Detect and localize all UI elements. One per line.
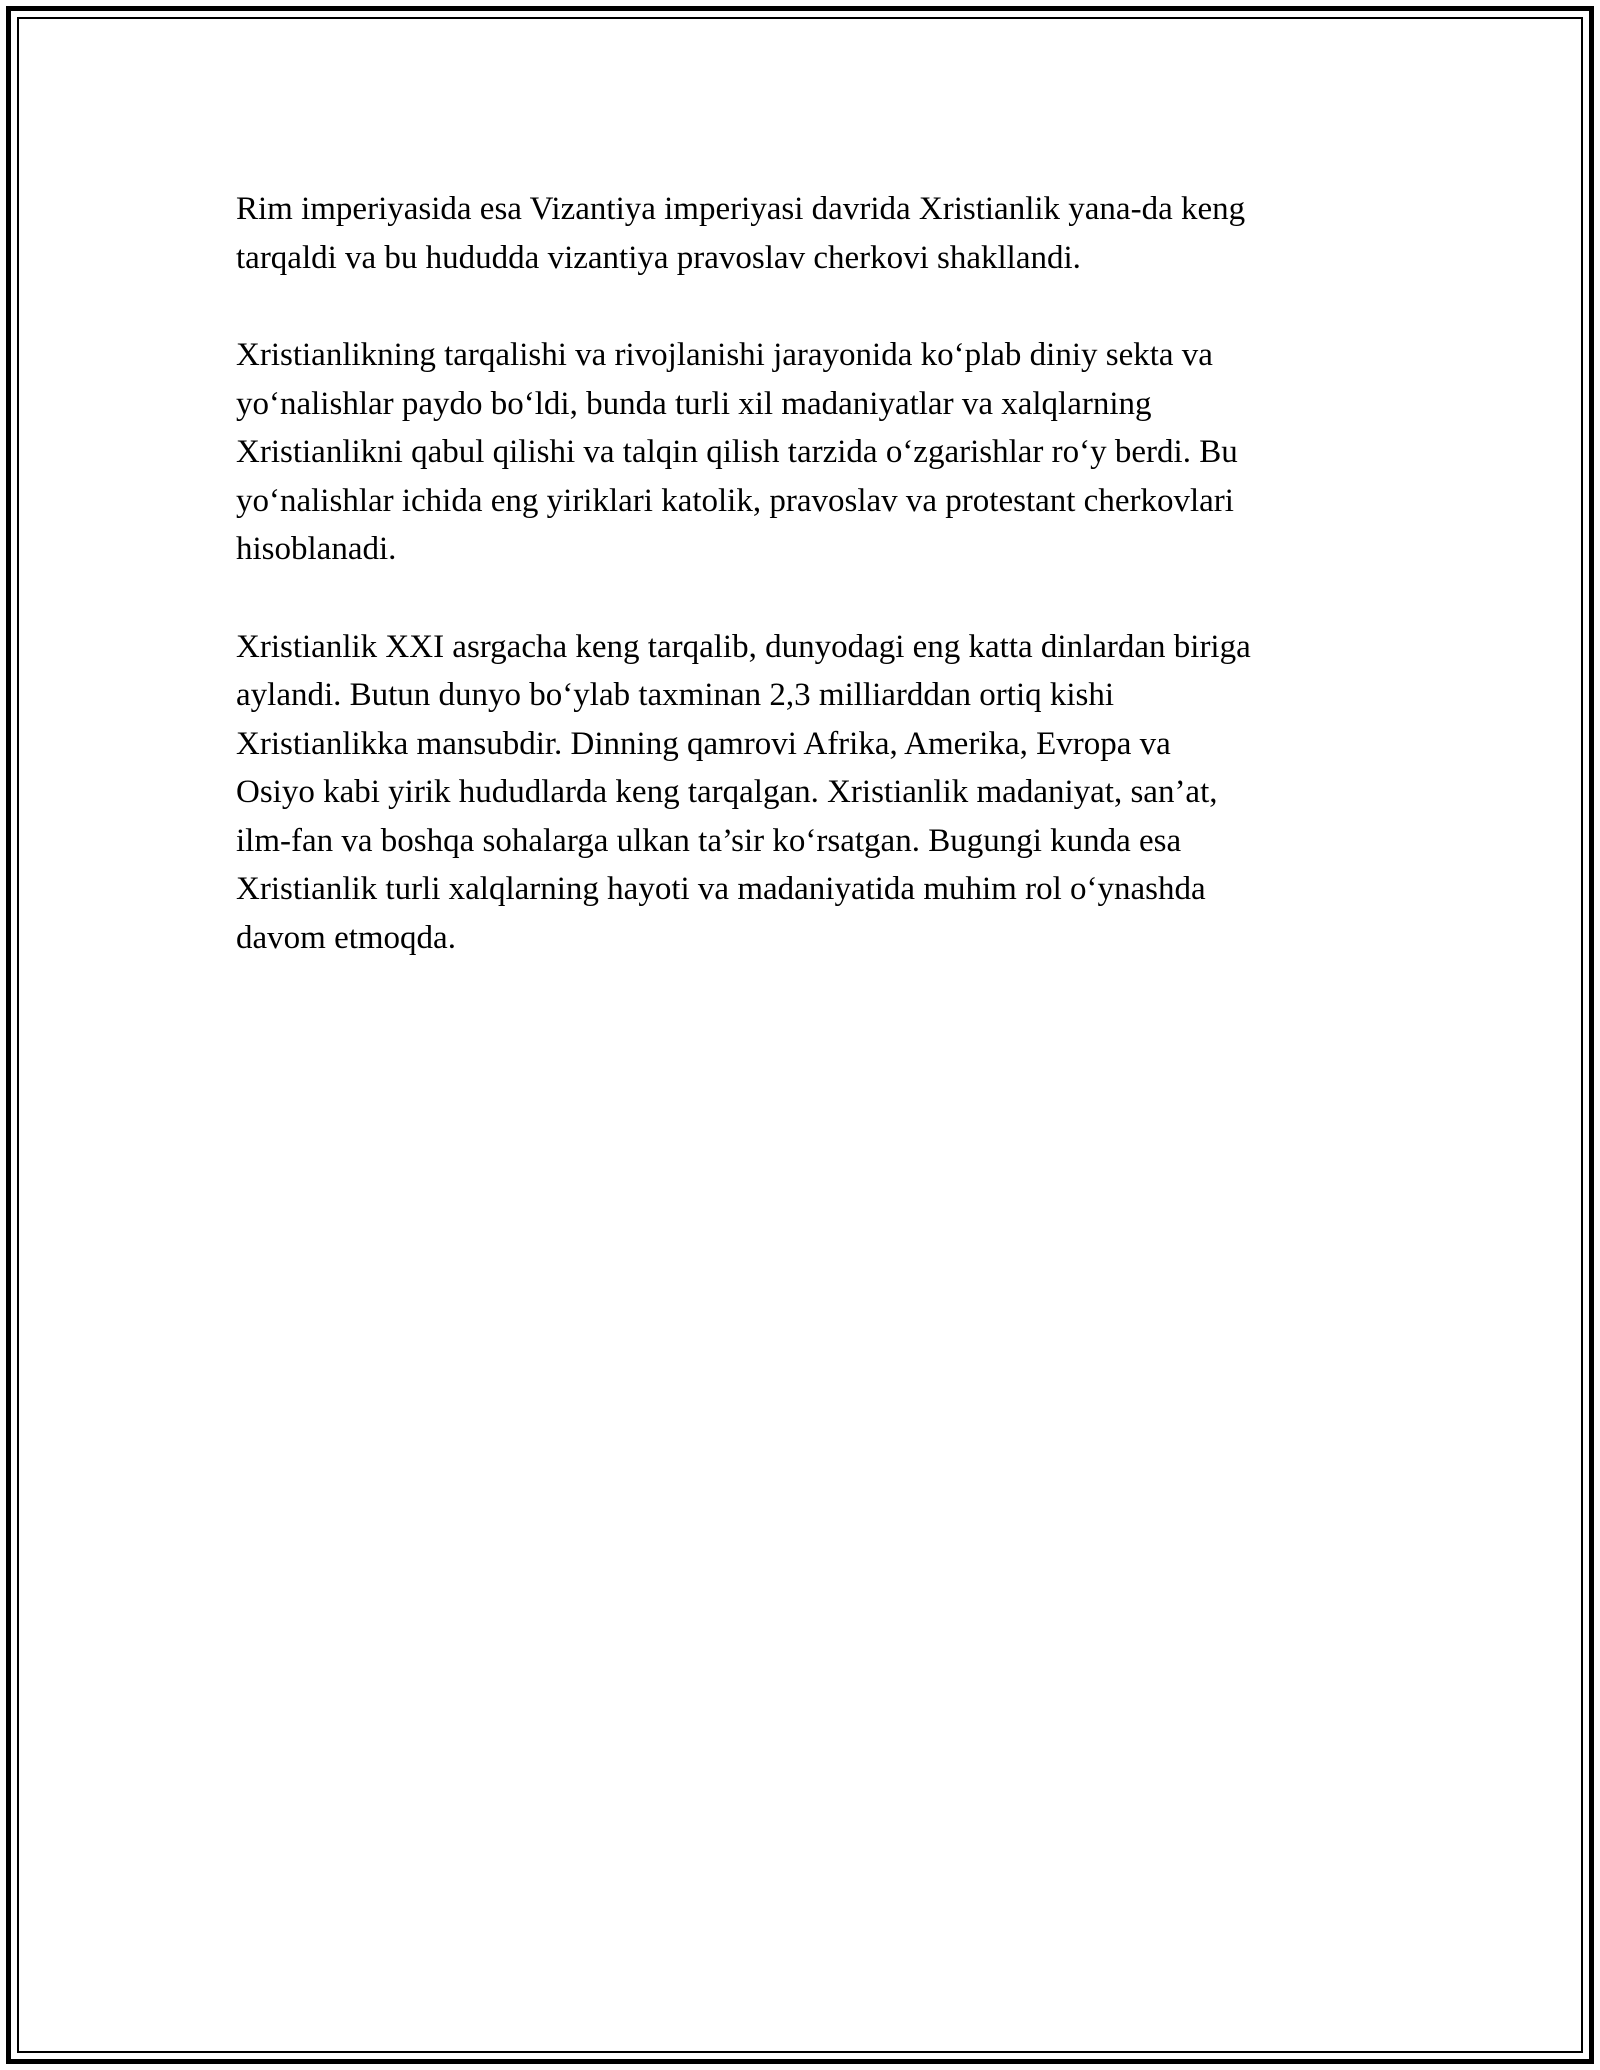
text-line: hisoblanadi. — [236, 531, 397, 567]
text-line: Rim imperiyasida esa Vizantiya imperiyasi davrida Xristianlik yana-da keng — [236, 191, 1246, 227]
text-line: tarqaldi va bu hududda vizantiya pravoslav cherkovi shakllandi. — [236, 239, 1081, 276]
text-line: davom etmoqda. — [236, 919, 456, 956]
text-line: Xristianlik turli xalqlarning hayoti va madaniyatida muhim rol o‘ynashda — [236, 871, 1206, 907]
paragraph-1 — [236, 185, 1376, 282]
paragraph-3 — [236, 623, 1376, 963]
text-line: Xristianlikni qabul qilishi va talqin qilish tarzida o‘zgarishlar ro‘y berdi. Bu — [236, 434, 1238, 470]
paragraph-2 — [236, 331, 1376, 574]
text-line: Osiyo kabi yirik hududlarda keng tarqalgan. Xristianlik madaniyat, san’at, — [236, 774, 1218, 810]
text-line: yo‘nalishlar ichida eng yiriklari katolik, pravoslav va protestant cherkovlari — [236, 482, 1234, 519]
text-line: yo‘nalishlar paydo bo‘ldi, bunda turli xil madaniyatlar va xalqlarning — [236, 385, 1152, 422]
text-line: Xristianlik XXI asrgacha keng tarqalib, dunyodagi eng katta dinlardan biriga — [236, 628, 1251, 665]
text-line: Xristianlikning tarqalishi va rivojlanishi jarayonida ko‘plab diniy sekta va — [236, 337, 1213, 373]
document-body — [236, 185, 1376, 1011]
text-line: ilm-fan va boshqa sohalarga ulkan ta’sir ko‘rsatgan. Bugungi kunda esa — [236, 822, 1182, 859]
text-line: aylandi. Butun dunyo bo‘ylab taxminan 2,3 milliarddan ortiq kishi — [236, 677, 1115, 713]
text-line: Xristianlikka mansubdir. Dinning qamrovi Afrika, Amerika, Evropa va — [236, 725, 1171, 762]
